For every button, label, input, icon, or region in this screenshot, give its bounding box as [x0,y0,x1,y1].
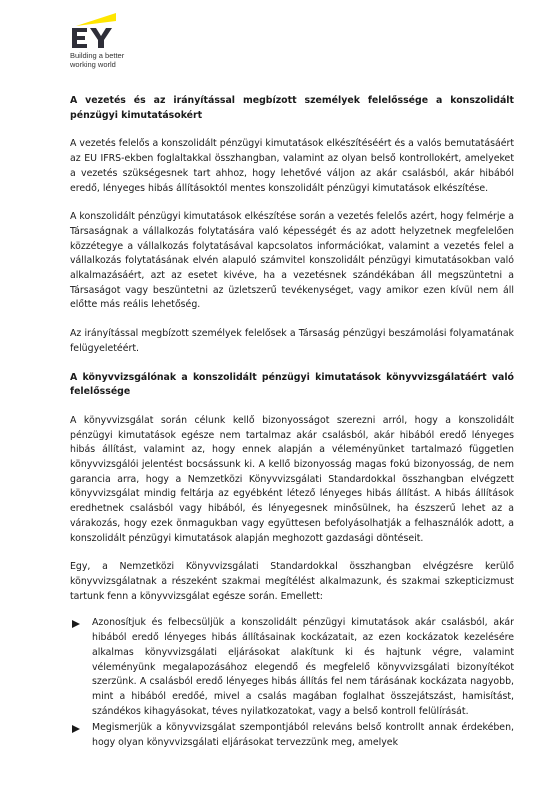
ey-logo-mark [70,12,120,50]
logo-tagline-line-1: Building a better [70,51,125,60]
list-item [70,616,514,719]
list-item-text: Megismerjük a könyvvizsgálat szempontjából releváns belső kontrollt annak érdekében, hogy olyan könyvvizsgálati eljárásokat tervezzünk meg, amelyek [92,722,514,749]
bullet-list [70,616,514,750]
bullet-arrow-icon [72,620,80,628]
logo-tagline-line-2: working world [70,59,116,69]
bullet-arrow-icon [72,725,80,733]
list-item [70,721,514,750]
paragraph: A könyvvizsgálat során célunk kellő bizonyosságot szerezni arról, hogy a konszolidált pénzügyi kimutatások egésze nem tartalmaz akár csalásból, akár hibából eredő lényeges hibás állítást, valamint az, hogy ennek alapján a véleményünket tartalmazó független könyvvizsgálói jelentést bocsássunk ki. A kellő bizonyosság magas fokú bizonyosság, de nem garancia arra, hogy a Nemzetközi Könyvvizsgálati Standardokkal összhangban elvégzett könyvvizsgálat mindig feltárja az egyébként létező lényeges hibás állítást. A hibás állítások eredhetnek csalásból vagy hibából, és lényegesnek minősülnek, ha észszerű lehet az a várakozás, hogy ezek önmagukban vagy együttesen befolyásolhatják a felhasználók adott, a konszolidált pénzügyi kimutatások alapján meghozott gazdasági döntéseit. [70,414,514,544]
paragraph: A konszolidált pénzügyi kimutatások elkészítése során a vezetés felelős azért, hogy felmérje a Társaságnak a vállalkozás folytatására való képességét és az adott helyzetnek megfelelően közzétegye a vállalkozás folytatásával kapcsolatos információkat, valamint a vezetés felel a vállalkozás folytatásának elvén alapuló számvitel konszolidált pénzügyi kimutatásokban való alkalmazásáért, azt az esetet kivéve, ha a vezetésnek szándékában áll megszüntetni a Társaságot vagy beszüntetni az üzletszerű tevékenységet, vagy amikor ezen kívül nem áll előtte más reális lehetőség. [70,211,514,311]
ey-logo [70,12,160,69]
paragraph: Az irányítással megbízott személyek felelősek a Társaság pénzügyi beszámolási folyamatának felügyeletéért. [70,328,514,354]
paragraph: Egy, a Nemzetközi Könyvvizsgálati Standardokkal összhangban elvégzésre kerülő könyvvizsgálatnak a részeként szakmai megítélést alkalmazunk, és szakmai szkepticizmust tartunk fenn a könyvvizsgálat egésze során. Emellett: [70,561,514,602]
list-item-text: Azonosítjuk és felbecsüljük a konszolidált pénzügyi kimutatások akár csalásból, akár hibából eredő lényeges hibás állításainak kockázatait, az ezen kockázatok kezelésére alkalmas könyvvizsgálati eljárásokat alakítunk ki és hajtunk végre, valamint véleményünk megalapozásához elegendő és megfelelő könyvvizsgálati bizonyítékot szerzünk. A csalásból eredő lényeges hibás állítás fel nem tárásának kockázata nagyobb, mint a hibából eredőé, mivel a csalás magában foglalhat összejátszást, hamisítást, szándékos kihagyásokat, téves nyilatkozatokat, vagy a belső kontroll felülírását. [92,617,514,717]
section-heading-management: A vezetés és az irányítással megbízott személyek felelőssége a konszolidált pénzügyi kimutatásokért [70,95,514,121]
paragraph: A vezetés felelős a konszolidált pénzügyi kimutatások elkészítéséért és a valós bemutatásáért az EU IFRS-ekben foglaltakkal összhangban, valamint az olyan belső kontrollokért, amelyeket a vezetés szükségesnek tart ahhoz, hogy lehetővé váljon az akár csalásból, akár hibából eredő, lényeges hibás állításoktól mentes konszolidált pénzügyi kimutatások elkészítése. [70,138,514,194]
logo-tagline [70,52,160,69]
document-body [70,94,514,753]
section-heading-auditor: A könyvvizsgálónak a konszolidált pénzügyi kimutatások könyvvizsgálatáért való felelőssége [70,371,514,398]
